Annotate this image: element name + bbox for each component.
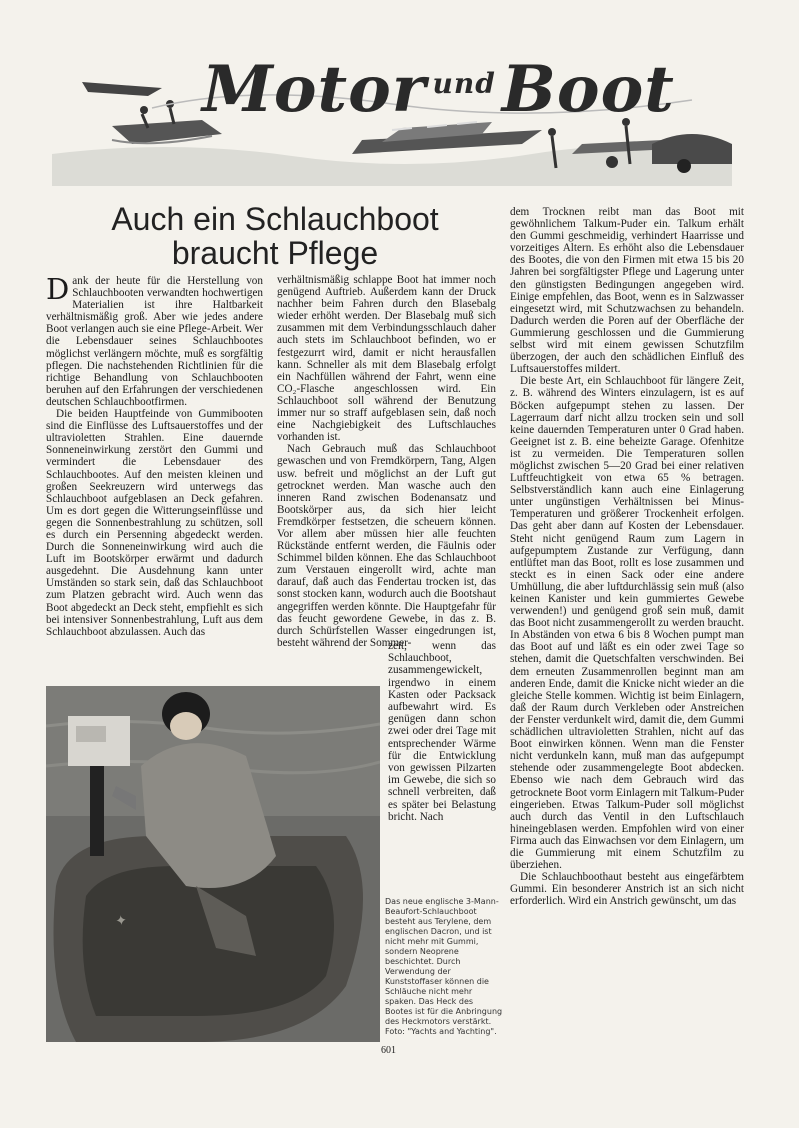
column-right xyxy=(510,206,744,907)
paragraph: Die Schlauchboothaut besteht aus eingefärbtem Gummi. Ein besonderer Anstrich ist an sich nicht erforderlich. Wird ein Anstrich gewünscht, um das xyxy=(510,871,744,908)
dinghy-photo-illustration xyxy=(46,686,380,1042)
magazine-title xyxy=(202,52,675,127)
column-left xyxy=(46,272,263,638)
paragraph: Nach Gebrauch muß das Schlauchboot gewaschen und von Fremdkörpern, Tang, Algen usw. befreit und möglichst an der Luft gut getrocknet werden. Man wasche auch den inneren Rand zwischen Bodenansatz und Bootskörper aus, da sich hier leicht Fremdkörper festsetzen, die scheuern können. Vor allem aber müssen hier alle feuchten Rückstände entfernt werden, die Fäulnis oder Schimmel bilden können. Ehe das Schlauchboot zum Verstauen eingerollt wird, achte man darauf, daß auch das Fendertau trocken ist, das sonst stocken kann, wodurch auch die Bootshaut angegriffen werden könnte. Die Hauptgefahr für das feucht gewordene Gewebe, in das z. B. durch Schürfstellen Wasser eingedrungen ist, besteht während der Sommer- xyxy=(277,443,496,649)
paragraph: dem Trocknen reibt man das Boot mit gewöhnlichem Talkum-Puder ein. Talkum erhält den Gummi geschmeidig, verhindert Haarrisse und vorzeitiges Altern. Es erhöht also die Lebensdauer des Bootes, die von den Firmen mit etwa 15 bis 20 Jahren bei sorgfältigster Pflege und Lagerung unter den günstigsten Bedingungen angegeben wird. Einige empfehlen, das Boot, wenn es in Salzwasser eingesetzt wird, mit Schutzwachsen zu behandeln. Dadurch werden die Poren auf der Oberfläche der Gummierung geschlossen und die Gummierung selbst wird mit einem gewissen Schutzfilm überzogen, der auch den schädlichen Einfluß des Luftsauerstoffes mildert. xyxy=(510,206,744,376)
paragraph: verhältnismäßig schlappe Boot hat immer noch genügend Auftrieb. Außerdem kann der Druck nachher beim Fahren durch den Blasebalg wieder erhöht werden. Der Blasebalg muß sich zusammen mit dem Verbindungsschlauch daher auch stets im Schlauchboot befinden, wo er festgezurrt wird, damit er nicht herausfallen kann. Schneller als mit dem Blasebalg erfolgt ein Nachfüllen während der Fahrt, wenn eine CO₂-Flasche angeschlossen wird. Ein Schlauchboot soll während der Benutzung immer nur so straff aufgeblasen sein, daß noch eine Nachgiebigkeit des Luftschlauches vorhanden ist. xyxy=(277,274,496,444)
title-und: und xyxy=(432,67,496,100)
title-boot: Boot xyxy=(501,52,675,127)
article-photo xyxy=(46,686,380,1042)
column-middle-lower: zeit, wenn das Schlauchboot, zusammengewickelt, irgendwo in einem Kasten oder Packsack aufbewahrt wird. Es genügen dann schon zwei oder drei Tage mit entsprechender Wärme für die Entwicklung von gewissen Pilzarten im Gewebe, die sich so schnell verbreiten, daß es später bei Belastung bricht. Nach xyxy=(388,640,496,823)
svg-text:✦: ✦ xyxy=(114,912,129,930)
paragraph: Die beste Art, ein Schlauchboot für längere Zeit, z. B. während des Winters einzulagern, ist es auf Böcken aufgepumpt stehen zu lassen. Der Lagerraum darf nicht allzu trocken sein und soll keine dauernden Temperaturen unter 0 Grad haben. Geeignet ist z. B. eine beheizte Garage. Ofenhitze ist zu vermeiden. Die Temperaturen sollen möglichst zwischen 5—20 Grad bei einer relativen Luftfeuchtigkeit von etwa 65 % betragen. Selbstverständlich kann auch eine Einlagerung unter ungünstigen Verhältnissen bei Minus-Temperaturen und größerer Trockenheit erfolgen. Das geht aber dann auf Kosten der Lebensdauer. Steht nicht genügend Raum zum Lagern in aufgepumptem Zustande zur Verfügung, dann entlüftet man das Boot, rollt es lose zusammen und steckt es in einen Sack oder eine andere Umhüllung, die aber luftdurchlässig sein muß (also keinen Kanister und kein gummiertes Gewebe verwenden!) und genügend groß sein muß, damit das Boot nicht zusammengerollt zu werden braucht. In Abständen von etwa 6 bis 8 Wochen pumpt man das Boot auf und läßt es ein oder zwei Tage so stehen, damit die Quetschfalten verschwinden. Bei dem erneuten Zusammenrollen beginnt man am anderen Ende, damit die Knicke nicht wieder an die gleiche Stelle kommen. Wichtig ist beim Einlagern, daß der Raum durch Verkleben oder Anstreichen der Fenster verdunkelt wird, damit die, dem Gummi schädlichen ultravioletten Strahlen, nicht auf das Boot einwirken können. Wenn man die Fenster nicht verdunkeln kann, muß man das aufgepumpt stehende oder zusammengelegte Boot abdecken. Ebenso wie nach dem Gebrauch wird das getrocknete Boot vorm Einlagern mit Talkum-Puder eingerieben. Etwas Talkum-Puder soll möglichst auch durch das Ventil in den Luftschlauch hineingeblasen werden. Empfohlen wird von einer Firma auch das Einwachsen vor dem Einlagern, um die Gummierung mit einem Schutzfilm zu überziehen. xyxy=(510,375,744,872)
page-number: 601 xyxy=(381,1045,396,1056)
paragraph-text: ank der heute für die Herstellung von Schlauchbooten verwandten hochwertigen Materialien ist ihre Haltbarkeit verhältnismäßig groß. Aber wie jedes andere Boot verlangen auch sie eine Pflege-Arbeit. Wer die Lebensdauer seines Schlauchbootes möglichst verlängern möchte, muß es sorgfältig pflegen. Die nachstehenden Richtlinien für die richtige Behandlung von Schlauchbooten beruhen auf den Erfahrungen der verschiedenen deutschen Schlauchbootfirmen. xyxy=(46,275,263,408)
paragraph: Die beiden Hauptfeinde von Gummibooten sind die Einflüsse des Luftsauerstoffes und der ultravioletten Strahlen. Eine dauernde Sonneneinwirkung zerstört den Gummi und vermindert die Lebensdauer des Schlauchbootes. Auf den meisten kleinen und großen Seekreuzern wird unterwegs das Schlauchboot aufgeblasen an Deck gefahren. Um es dort gegen die Witterungseinflüsse und gegen die Sonnenbestrahlung zu schützen, soll es durch ein Persenning abgedeckt werden. Durch die Sonneneinwirkung wird auch die Luft im Bootskörper erwärmt und dadurch ausgedehnt. Die Ausdehnung kann unter Umständen so stark sein, daß das Schlauchboot zum Platzen gebracht wird. Auch wenn das Boot abgedeckt an Deck steht, empfiehlt es sich bei intensiver Sonnenbestrahlung, Luft aus dem Schlauchboot abzulassen. Auch das xyxy=(46,408,263,638)
header-banner xyxy=(52,44,732,186)
photo-caption: Das neue englische 3-Mann-Beaufort-Schlauchboot besteht aus Terylene, dem englischen Dacron, und ist nicht mehr mit Gummi, sondern Neoprene beschichtet. Durch Verwendung der Kunststoffaser können die Schläuche nicht mehr spaken. Das Heck des Bootes ist für die Anbringung des Heckmotors verstärkt. Foto: "Yachts and Yachting". xyxy=(385,897,503,1036)
drop-cap: D xyxy=(46,272,70,306)
article-headline: Auch ein Schlauchboot braucht Pflege xyxy=(111,201,439,271)
title-motor: Motor xyxy=(202,52,427,127)
paragraph xyxy=(46,272,263,408)
column-middle xyxy=(277,274,496,649)
